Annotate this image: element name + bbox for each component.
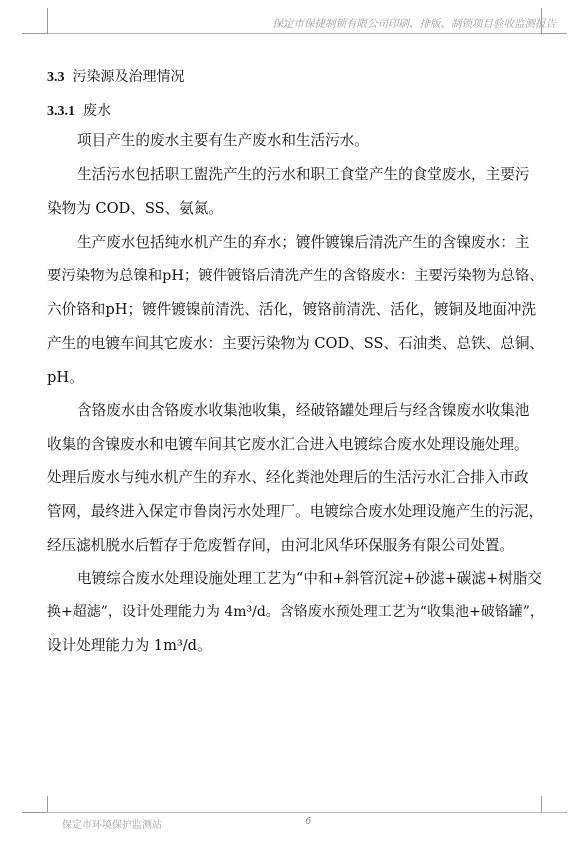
paragraph xyxy=(47,124,550,158)
text-line: 项目产生的废水主要有生产废水和生活污水。 xyxy=(77,132,369,149)
subsection-number: 3.3.1 xyxy=(47,104,75,119)
paragraph xyxy=(47,394,550,562)
crop-mark-bottom-left xyxy=(47,796,48,813)
text-line: 六价铬和pH；镀件镀镍前清洗、活化，镀铬前清洗、活化，镀铜及地面冲洗 xyxy=(47,301,537,319)
text-line: 生产废水包括纯水机产生的弃水；镀件镀镍后清洗产生的含镍废水：主 xyxy=(77,234,530,251)
section-title: 污染源及治理情况 xyxy=(72,69,185,85)
crop-mark-top-right xyxy=(541,33,567,34)
text-line: 设计处理能力为 1m³/d。 xyxy=(47,637,212,655)
crop-mark-bottom-left xyxy=(22,812,48,813)
text-line: 管网，最终进入保定市鲁岗污水处理厂。电镀综合废水处理设施产生的污泥， xyxy=(47,503,544,521)
crop-mark-top-left xyxy=(22,33,48,34)
crop-mark-top-left xyxy=(47,8,48,34)
crop-mark-bottom-right xyxy=(541,796,542,813)
subsection-heading xyxy=(47,100,111,120)
text-line: 收集的含镍废水和电镀车间其它废水汇合进入电镀综合废水处理设施处理。 xyxy=(47,435,529,453)
text-line: 产生的电镀车间其它废水：主要污染物为 COD、SS、石油类、总铁、总铜、 xyxy=(47,335,545,353)
text-line: 电镀综合废水处理设施处理工艺为“中和+斜管沉淀+砂滤+碳滤+树脂交 xyxy=(77,570,543,587)
subsection-title: 废水 xyxy=(83,103,111,119)
footer-rule xyxy=(47,812,565,813)
section-number: 3.3 xyxy=(47,70,65,85)
page-header-title: 保定市保捷制锁有限公司印刷、排版、制锁项目验收监测报告 xyxy=(272,18,556,30)
paragraph xyxy=(47,226,550,394)
text-line: 处理后废水与纯水机产生的弃水、经化粪池处理后的生活污水汇合排入市政 xyxy=(47,469,529,487)
footer-organization: 保定市环境保护监测站 xyxy=(62,820,162,831)
paragraph xyxy=(47,158,550,225)
crop-mark-top-right xyxy=(541,8,542,34)
text-line: 生活污水包括职工盥洗产生的污水和职工食堂产生的食堂废水，主要污 xyxy=(77,166,530,183)
text-line: 要污染物为总镍和pH；镀件镀铬后清洗产生的含铬废水：主要污染物为总铬、 xyxy=(47,267,544,284)
text-line: 含铬废水由含铬废水收集池收集，经破铬罐处理后与经含镍废水收集池 xyxy=(77,402,530,419)
text-line: 染物为 COD、SS、氨氮。 xyxy=(47,199,223,217)
text-line: pH。 xyxy=(47,368,84,386)
text-line: 换+超滤”，设计处理能力为 4m³/d。含铬废水预处理工艺为“收集池+破铬罐”， xyxy=(47,603,544,620)
paragraph xyxy=(47,562,550,663)
section-heading xyxy=(47,66,185,86)
page-number: 6 xyxy=(305,816,312,827)
header-rule xyxy=(47,33,565,34)
text-line: 经压滤机脱水后暂存于危废暂存间，由河北风华环保服务有限公司处置。 xyxy=(47,536,515,554)
